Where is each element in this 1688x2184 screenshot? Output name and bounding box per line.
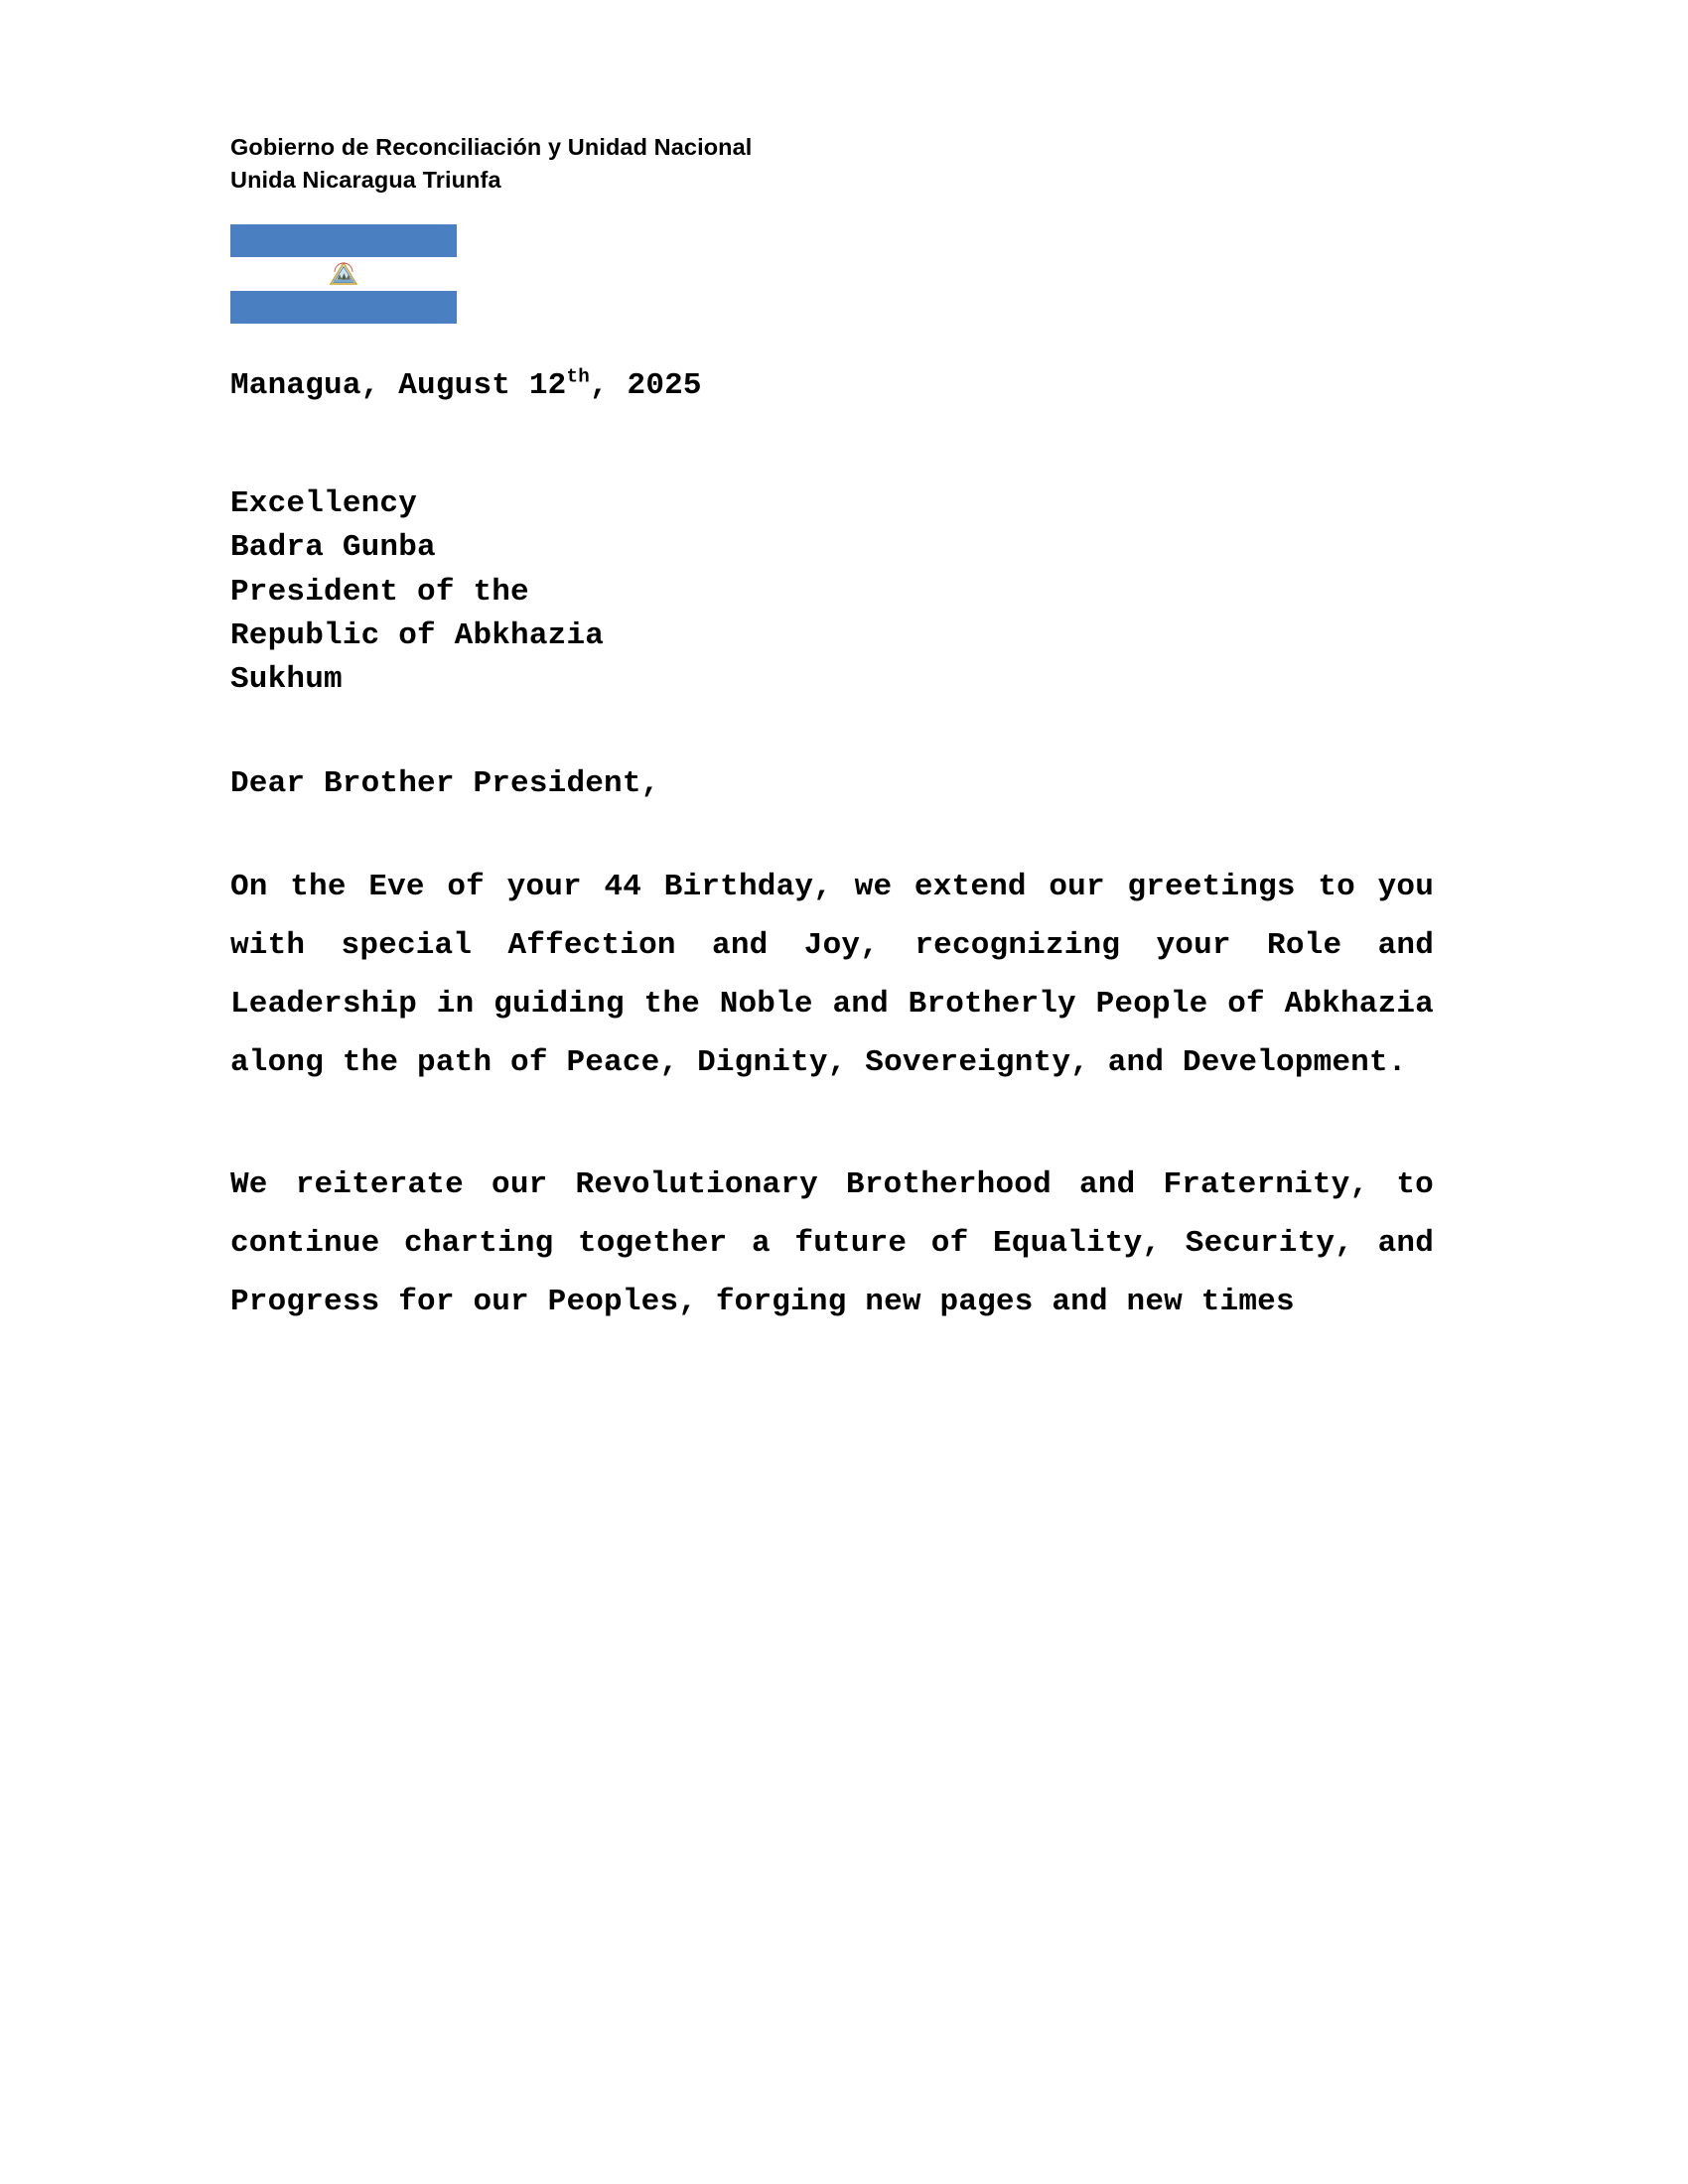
flag-band-bottom [230, 291, 457, 324]
addressee-line-5: Sukhum [230, 661, 343, 697]
date-ordinal: th [566, 365, 590, 388]
addressee-line-4: Republic of Abkhazia [230, 617, 605, 653]
addressee-line-1: Excellency [230, 486, 418, 522]
body-paragraph-2: We reiterate our Revolutionary Brotherhood and Fraternity, to continue charting together a future of Equality, Security, and Progress for our Peoples, forging new pages and new times [230, 1166, 1434, 1319]
addressee-block [230, 482, 1442, 701]
letterhead-line-2: Unida Nicaragua Triunfa [230, 167, 501, 194]
date-year: , 2025 [589, 367, 702, 403]
addressee-line-3: President of the [230, 574, 529, 610]
document-content [230, 131, 1442, 1332]
flag-band-top [230, 224, 457, 257]
body-paragraph-1: On the Eve of your 44 Birthday, we extend our greetings to you with special Affection and Joy, recognizing your Role and Leadership in guiding the Noble and Brotherly People of Abkhazia along the path of Peace, Dignity, Sovereignty, and Development. [230, 870, 1434, 1080]
letterhead [230, 131, 1442, 198]
flag-container [230, 224, 457, 324]
salutation: Dear Brother President, [230, 765, 660, 801]
date-line [230, 367, 1442, 406]
letterhead-line-1: Gobierno de Reconciliación y Unidad Nacional [230, 134, 753, 160]
nicaragua-flag [230, 224, 457, 324]
date-city: Managua, August 12 [230, 367, 567, 403]
nicaragua-coat-of-arms-icon [329, 261, 358, 287]
addressee-line-2: Badra Gunba [230, 530, 436, 566]
